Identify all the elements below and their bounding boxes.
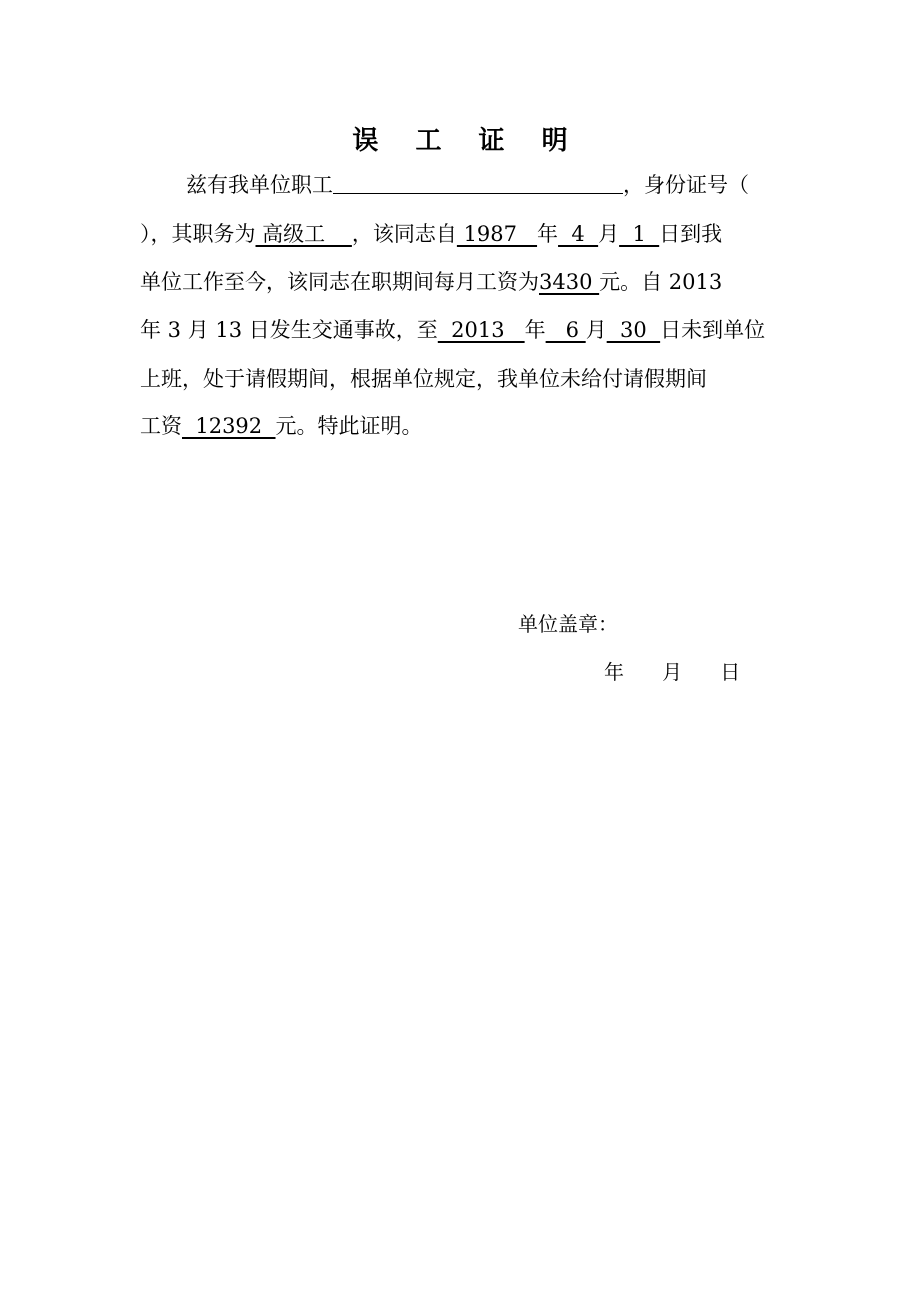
line1-prefix: 兹有我单位职工 bbox=[186, 173, 333, 197]
line4-c: 月 bbox=[585, 318, 607, 342]
unpaid-amount-value: 12392 bbox=[182, 414, 276, 438]
start-day-value: 1 bbox=[619, 222, 660, 246]
start-year-value: 1987 bbox=[456, 222, 538, 246]
body-line-4 bbox=[140, 315, 800, 345]
line3-a: 单位工作至今，该同志在职期间每月工资为 bbox=[140, 270, 539, 294]
end-year-value: 2013 bbox=[437, 318, 525, 342]
line6-a: 工资 bbox=[140, 414, 182, 438]
body-line-6 bbox=[140, 411, 800, 441]
line2-a: ），其职务为 bbox=[140, 222, 256, 246]
line2-c: 年 bbox=[537, 222, 559, 246]
employee-name-blank bbox=[333, 171, 623, 194]
line2-e: 日到我 bbox=[659, 222, 723, 246]
line6-b: 元。特此证明。 bbox=[275, 414, 423, 438]
body-line-5: 上班，处于请假期间，根据单位规定，我单位未给付请假期间 bbox=[140, 367, 707, 391]
end-month-value: 6 bbox=[545, 318, 586, 342]
line3-b: 元。自 2013 bbox=[599, 270, 723, 294]
end-day-value: 30 bbox=[606, 318, 661, 342]
start-month-value: 4 bbox=[558, 222, 599, 246]
body-line-2 bbox=[140, 219, 800, 249]
body-line-1 bbox=[140, 170, 800, 200]
date-line: 年 月 日 bbox=[604, 660, 741, 684]
line2-b: ，该同志自 bbox=[351, 222, 457, 246]
line4-a: 年 3 月 13 日发生交通事故，至 bbox=[140, 318, 438, 342]
line4-d: 日未到单位 bbox=[660, 318, 766, 342]
job-position-value: 高级工 bbox=[255, 222, 352, 246]
line4-b: 年 bbox=[524, 318, 546, 342]
body-line-3 bbox=[140, 267, 800, 297]
document-title: 误 工 证 明 bbox=[352, 126, 582, 156]
line1-suffix: ，身份证号（ bbox=[623, 173, 749, 197]
seal-label: 单位盖章： bbox=[518, 612, 618, 636]
monthly-salary-value: 3430 bbox=[539, 270, 600, 294]
line2-d: 月 bbox=[598, 222, 620, 246]
